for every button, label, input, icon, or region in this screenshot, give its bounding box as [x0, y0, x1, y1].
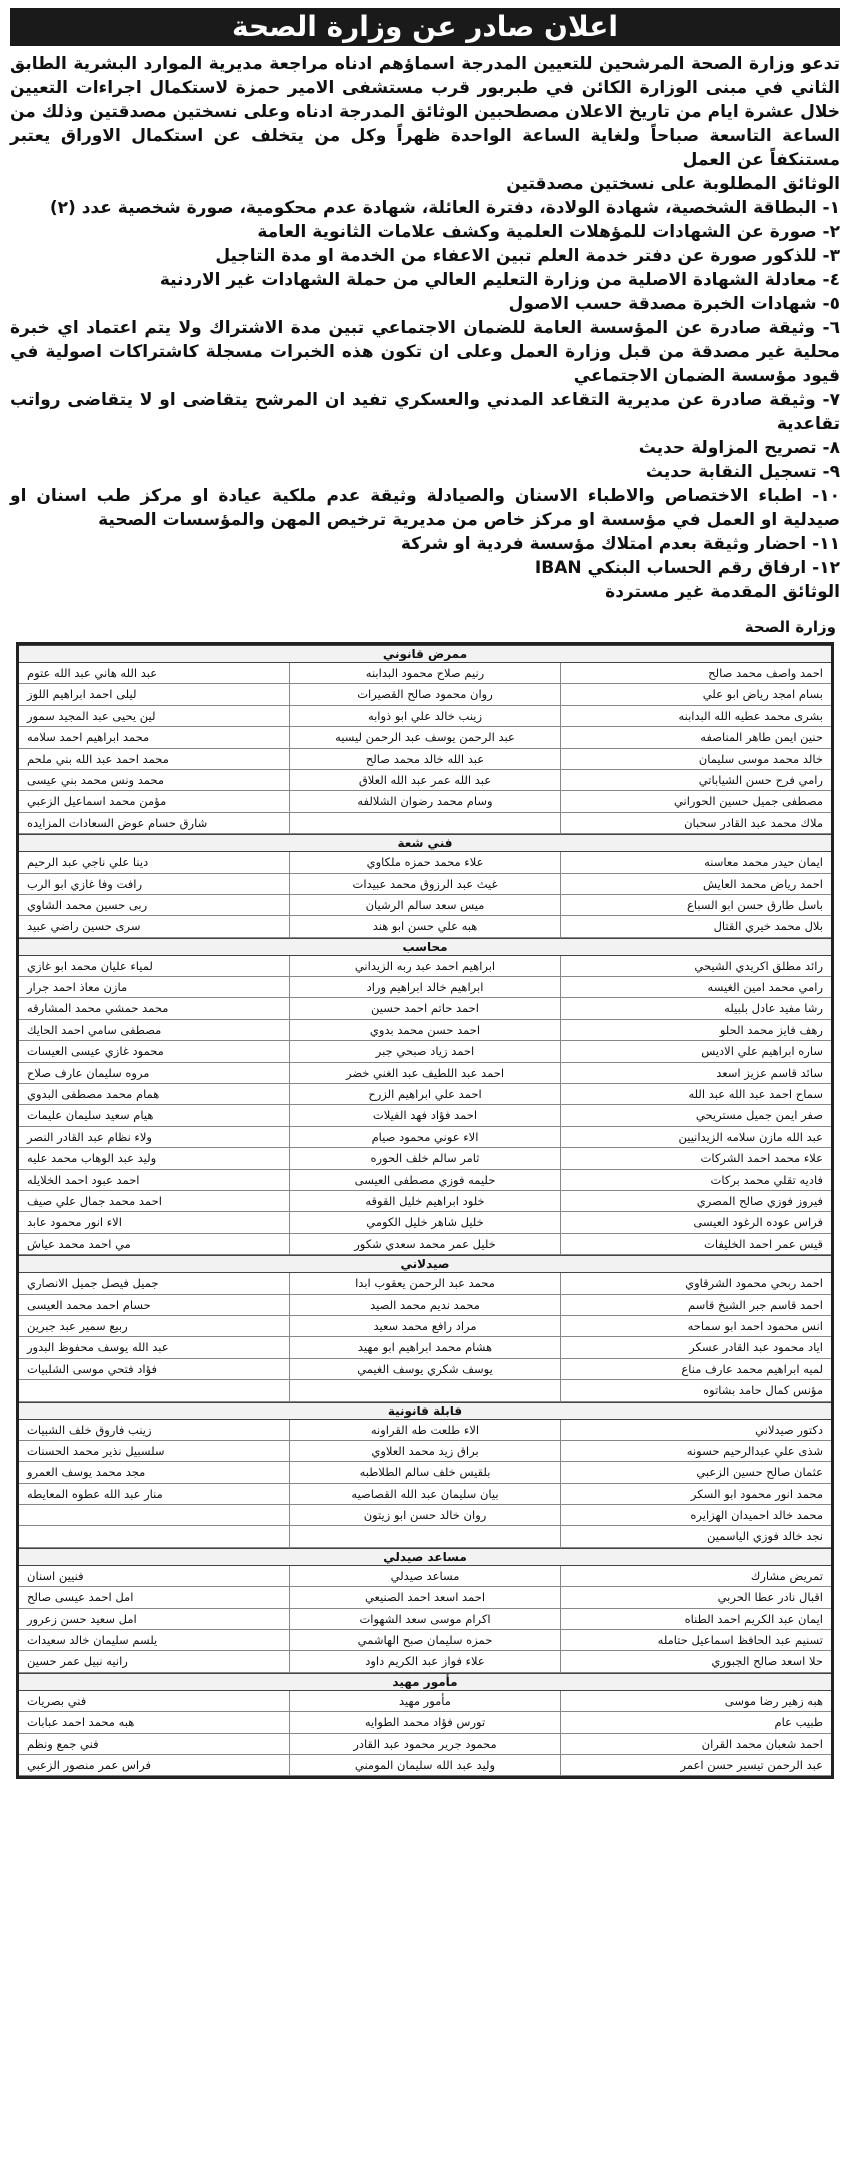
name-cell: سائد قاسم عزيز اسعد: [560, 1063, 831, 1083]
name-cell: دكتور صيدلاني: [560, 1420, 831, 1440]
name-cell: ميس سعد سالم الرشيان: [289, 895, 560, 915]
name-cell: يوسف شكري يوسف الغيمي: [289, 1359, 560, 1379]
name-cell: [289, 813, 560, 833]
name-cell: رامي محمد امين الغيسه: [560, 977, 831, 997]
requirement-item: ٦- وثيقة صادرة عن المؤسسة العامة للضمان الاجتماعي تبين مدة الاشتراك ولا يتم اعتماد اي خبرة محلية غير مصدقة من قبل وزارة العمل وعلى ان تكون هذه الخبرات مسجلة كاشتراكات اصولية في قيود مؤسسة الضمان الاجتماعي: [10, 318, 840, 386]
name-cell: وليد عبد الوهاب محمد عليه: [27, 1151, 157, 1166]
name-cell: حنين ايمن طاهر المناصفه: [560, 727, 831, 747]
name-cell: شذى علي عبدالرحيم حسونه: [560, 1441, 831, 1461]
name-cell: مساعد صيدلي: [289, 1566, 560, 1586]
name-cell: فني بصريات: [27, 1693, 87, 1708]
name-cell: ايمان عبد الكريم احمد الطناه: [560, 1609, 831, 1629]
table-row: [19, 1170, 831, 1191]
name-cell: نجد خالد فوزي الياسمين: [560, 1526, 831, 1546]
requirement-item: ٤- معادلة الشهادة الاصلية من وزارة التعليم العالي من حملة الشهادات غير الاردنية: [159, 270, 840, 290]
name-cell: رهف فايز محمد الحلو: [560, 1020, 831, 1040]
name-cell: بشرى محمد عطيه الله البدابنه: [560, 706, 831, 726]
name-cell: اياد محمود عبد القادر عسكر: [560, 1337, 831, 1357]
name-cell: هشام محمد ابراهيم ابو مهيد: [289, 1337, 560, 1357]
name-cell: فراس عوده الرغود العيسى: [560, 1212, 831, 1232]
table-row: [19, 727, 831, 748]
name-cell: مصطفى جميل حسين الحوراني: [560, 791, 831, 811]
name-cell: محمد ونس محمد بني عيسى: [27, 772, 165, 787]
name-cell: طبيب عام: [560, 1712, 831, 1732]
name-cell: علاء فواز عبد الكريم داود: [289, 1651, 560, 1671]
name-cell: فني جمع ونظم: [27, 1736, 99, 1751]
section-header: مساعد صيدلي: [19, 1548, 831, 1566]
name-cell: عبد الله يوسف محفوظ البدور: [27, 1340, 169, 1355]
name-cell: غيث عبد الرزوق محمد عبيدات: [289, 874, 560, 894]
table-row: [19, 956, 831, 977]
name-cell: امل سعيد حسن زعرور: [27, 1611, 137, 1626]
table-row: [19, 1337, 831, 1358]
name-cell: [289, 1526, 560, 1546]
name-cell: مؤمن محمد اسماعيل الزعبي: [27, 794, 167, 809]
table-row: [19, 1566, 831, 1587]
name-cell: ابراهيم خالد ابراهيم وراد: [289, 977, 560, 997]
name-cell: مأمور مهيد: [289, 1691, 560, 1711]
table-row: [19, 1063, 831, 1084]
name-cell: الاء طلعت طه القراونه: [289, 1420, 560, 1440]
table-row: [19, 1191, 831, 1212]
table-row: [19, 1630, 831, 1651]
name-cell: فيروز فوزي صالح المصري: [560, 1191, 831, 1211]
name-cell: احمد رياض محمد العايش: [560, 874, 831, 894]
table-row: [19, 916, 831, 937]
name-cell: منار عبد الله عطوه المعايطه: [27, 1486, 163, 1501]
table-row: [19, 1105, 831, 1126]
name-cell: بلقيس خلف سالم الطلاطبه: [289, 1462, 560, 1482]
name-cell: تمريض مشارك: [560, 1566, 831, 1586]
table-row: [19, 977, 831, 998]
name-cell: احمد شعبان محمد القران: [560, 1734, 831, 1754]
table-row: [19, 1505, 831, 1526]
name-cell: محمود جرير محمود عبد القادر: [289, 1734, 560, 1754]
requirement-item: ٣- للذكور صورة عن دفتر خدمة العلم تبين الاعفاء من الخدمة او مدة التاجيل: [215, 246, 840, 266]
table-row: [19, 770, 831, 791]
name-cell: مجد محمد يوسف العمرو: [27, 1465, 146, 1480]
name-cell: حليمه فوزي مصطفى العيسى: [289, 1170, 560, 1190]
table-row: [19, 1526, 831, 1547]
name-cell: عثمان صالح حسين الزعبي: [560, 1462, 831, 1482]
name-cell: عبد الله خالد محمد صالح: [289, 749, 560, 769]
name-cell: خالد محمد موسى سليمان: [560, 749, 831, 769]
name-cell: رشا مفيد عادل بلبيله: [560, 998, 831, 1018]
name-cell: لين يحيى عبد المجيد سمور: [27, 708, 156, 723]
name-cell: [19, 1380, 289, 1400]
name-cell: بسام امجد رياض ابو علي: [560, 684, 831, 704]
name-cell: محمود غازي عيسى العيسات: [27, 1044, 164, 1059]
name-cell: رافت وفا غازي ابو الرب: [27, 876, 142, 891]
table-row: [19, 1734, 831, 1755]
documents-heading: الوثائق المطلوبة على نسختين مصدقتين: [506, 174, 840, 194]
name-cell: سرى حسين راضي عبيد: [27, 919, 141, 934]
name-cell: رانيه نبيل عمر حسين: [27, 1654, 128, 1669]
name-cell: صفر ايمن جميل مستريحي: [560, 1105, 831, 1125]
table-row: [19, 1755, 831, 1776]
name-cell: ملاك محمد عبد القادر سحبان: [560, 813, 831, 833]
name-cell: فراس عمر منصور الزعبي: [27, 1757, 151, 1772]
requirement-item: ٥- شهادات الخبرة مصدقة حسب الاصول: [508, 294, 840, 314]
table-row: [19, 1212, 831, 1233]
non-refundable-note: الوثائق المقدمة غير مستردة: [605, 582, 840, 602]
table-row: [19, 852, 831, 873]
section-header: فني شعة: [19, 834, 831, 852]
name-cell: محمد حمشي محمد المشارقه: [27, 1001, 169, 1016]
name-cell: وسام محمد رضوان الشلالفه: [289, 791, 560, 811]
name-cell: [19, 1526, 289, 1546]
name-cell: بلال محمد خيري القتال: [560, 916, 831, 936]
table-row: [19, 1084, 831, 1105]
table-row: [19, 749, 831, 770]
name-cell: خليل عمر محمد سعدي شكور: [289, 1234, 560, 1254]
name-cell: علاء محمد حمزه ملكاوي: [289, 852, 560, 872]
name-cell: علاء محمد احمد الشركات: [560, 1148, 831, 1168]
name-cell: ثامر سالم خلف الحوره: [289, 1148, 560, 1168]
name-cell: احمد حاتم احمد حسين: [289, 998, 560, 1018]
name-cell: باسل طارق حسن ابو السباع: [560, 895, 831, 915]
table-row: [19, 1484, 831, 1505]
name-cell: بيان سليمان عبد الله القصاصيه: [289, 1484, 560, 1504]
name-cell: وليد عبد الله سليمان المومني: [289, 1755, 560, 1775]
requirement-item: ٢- صورة عن الشهادات للمؤهلات العلمية وكشف علامات الثانوية العامة: [257, 222, 840, 242]
name-cell: احمد زياد صبحي جبر: [289, 1041, 560, 1061]
name-cell: براق زيد محمد العلاوي: [289, 1441, 560, 1461]
name-cell: حلا اسعد صالح الجبوري: [560, 1651, 831, 1671]
name-cell: خليل شاهر خليل الكومي: [289, 1212, 560, 1232]
name-cell: فؤاد فتحي موسى الشلبيات: [27, 1361, 158, 1376]
name-cell: رائد مطلق اكريدي الشيحي: [560, 956, 831, 976]
table-row: [19, 1127, 831, 1148]
name-cell: خلود ابراهيم خليل القوقه: [289, 1191, 560, 1211]
name-cell: ايمان حيدر محمد معاسنه: [560, 852, 831, 872]
name-cell: مروه سليمان عارف صلاح: [27, 1065, 150, 1080]
name-cell: مازن معاذ احمد جرار: [27, 980, 128, 995]
name-cell: احمد محمد جمال علي صيف: [27, 1193, 162, 1208]
name-cell: مي احمد محمد عياش: [27, 1236, 131, 1251]
table-row: [19, 663, 831, 684]
name-cell: لمياء عليان محمد ابو غازي: [27, 958, 153, 973]
name-cell: تورس فؤاد محمد الطوايه: [289, 1712, 560, 1732]
table-row: [19, 1420, 831, 1441]
requirements-list: [10, 196, 840, 580]
name-cell: احمد واصف محمد صالح: [560, 663, 831, 683]
name-cell: روان محمود صالح القصيرات: [289, 684, 560, 704]
table-row: [19, 706, 831, 727]
name-cell: ساره ابراهيم علي الاديس: [560, 1041, 831, 1061]
table-row: [19, 1587, 831, 1608]
name-cell: احمد اسعد احمد الصنيعي: [289, 1587, 560, 1607]
name-cell: محمد ابراهيم احمد سلامه: [27, 730, 150, 745]
name-cell: هبه محمد احمد عبابات: [27, 1715, 135, 1730]
name-cell: ربى حسين محمد الشاوي: [27, 897, 148, 912]
table-row: [19, 1691, 831, 1712]
name-cell: اقبال نادر عطا الحربي: [560, 1587, 831, 1607]
name-cell: لميه ابراهيم محمد عارف مناع: [560, 1359, 831, 1379]
table-row: [19, 1316, 831, 1337]
table-row: [19, 813, 831, 834]
name-cell: ليلى احمد ابراهيم اللوز: [27, 687, 137, 702]
intro-paragraph: تدعو وزارة الصحة المرشحين للتعيين المدرجة اسماؤهم ادناه مراجعة مديرية الموارد البشرية الطابق الثاني في مبنى الوزارة الكائن في طبربور قرب مستشفى الامير حمزة لاستكمال اجراءات التعيين خلال عشرة ايام من تاريخ الاعلان مصطحبين الوثائق المدرجة ادناه وعلى نسختين مصدقتين وذلك من الساعة التاسعة صباحاً ولغاية الساعة الواحدة ظهراً وكل من يتخلف عن استكمال الاوراق يعتبر مستنكفاً عن العمل: [10, 54, 840, 170]
name-cell: حسام احمد محمد العيسى: [27, 1297, 151, 1312]
requirement-item: ٩- تسجيل النقابة حديث: [645, 462, 840, 482]
section-header: مأمور مهيد: [19, 1673, 831, 1691]
name-cell: احمد علي ابراهيم الزرح: [289, 1084, 560, 1104]
table-row: [19, 1441, 831, 1462]
section-header: صيدلاني: [19, 1255, 831, 1273]
candidates-table: [16, 642, 834, 1779]
name-cell: فاديه تقلي محمد بركات: [560, 1170, 831, 1190]
name-cell: فنيين اسنان: [27, 1568, 84, 1583]
intro-text: [10, 52, 840, 172]
ministry-label: وزارة الصحة: [744, 618, 836, 636]
name-cell: ولاء نظام عبد القادر النصر: [27, 1129, 152, 1144]
table-row: [19, 1359, 831, 1380]
name-cell: يلسم سليمان خالد سعيدات: [27, 1633, 158, 1648]
name-cell: رنيم صلاح محمود البدابنه: [289, 663, 560, 683]
name-cell: محمد خالد احميدان الهزايره: [560, 1505, 831, 1525]
table-row: [19, 791, 831, 812]
name-cell: احمد ربحي محمود الشرقاوي: [560, 1273, 831, 1293]
name-cell: اكرام موسى سعد الشهوات: [289, 1609, 560, 1629]
name-cell: هبه علي حسن ابو هند: [289, 916, 560, 936]
table-row: [19, 895, 831, 916]
name-cell: محمد عبد الرحمن يعقوب ابدا: [289, 1273, 560, 1293]
section-header: قابلة قانونية: [19, 1402, 831, 1420]
announcement-title: اعلان صادر عن وزارة الصحة: [10, 8, 840, 46]
table-row: [19, 1041, 831, 1062]
name-cell: حمزه سليمان صبح الهاشمي: [289, 1630, 560, 1650]
name-cell: احمد عبد اللطيف عبد الغني خضر: [289, 1063, 560, 1083]
name-cell: زينب خالد علي ابو ذوابه: [289, 706, 560, 726]
name-cell: عبد الله عمر عبد الله العلاق: [289, 770, 560, 790]
requirement-item: ٧- وثيقة صادرة عن مديرية التقاعد المدني والعسكري تفيد ان المرشح يتقاضى او لا يتقاضى رواتب تقاعدية: [10, 390, 840, 434]
table-row: [19, 998, 831, 1019]
name-cell: انس محمود احمد ابو سماحه: [560, 1316, 831, 1336]
name-cell: شارق حسام عوض السعادات المزايده: [27, 815, 208, 830]
name-cell: دينا علي ناجي عبد الرحيم: [27, 855, 149, 870]
name-cell: عبد الله مازن سلامه الزيدانيين: [560, 1127, 831, 1147]
name-cell: [289, 1380, 560, 1400]
name-cell: هبه زهير رضا موسى: [560, 1691, 831, 1711]
table-row: [19, 684, 831, 705]
name-cell: احمد فؤاد فهد الفيلات: [289, 1105, 560, 1125]
name-cell: مصطفى سامي احمد الحايك: [27, 1022, 162, 1037]
name-cell: [19, 1505, 289, 1525]
table-row: [19, 874, 831, 895]
name-cell: جميل فيصل جميل الانصاري: [27, 1276, 159, 1291]
name-cell: احمد عبود احمد الخلايله: [27, 1172, 140, 1187]
name-cell: سماح احمد عبد الله عبد الله: [560, 1084, 831, 1104]
name-cell: روان خالد حسن ابو زيتون: [289, 1505, 560, 1525]
name-cell: تسنيم عبد الحافظ اسماعيل حتامله: [560, 1630, 831, 1650]
name-cell: احمد حسن محمد بدوي: [289, 1020, 560, 1040]
table-row: [19, 1380, 831, 1401]
name-cell: مراد رافع محمد سعيد: [289, 1316, 560, 1336]
table-row: [19, 1295, 831, 1316]
name-cell: مؤنس كمال حامد بشاتوه: [560, 1380, 831, 1400]
name-cell: ربيع سمير عبد جبرين: [27, 1318, 128, 1333]
name-cell: همام محمد مصطفى البدوي: [27, 1087, 160, 1102]
name-cell: عبد الرحمن تيسير حسن اعمر: [560, 1755, 831, 1775]
name-cell: ابراهيم احمد عبد ربه الزيداني: [289, 956, 560, 976]
table-row: [19, 1651, 831, 1672]
requirement-item: ١- البطاقة الشخصية، شهادة الولادة، دفترة العائلة، شهادة عدم محكومية، صورة شخصية عدد (٢): [49, 198, 840, 218]
table-row: [19, 1609, 831, 1630]
table-row: [19, 1234, 831, 1255]
requirement-item: ١٢- ارفاق رقم الحساب البنكي IBAN: [534, 558, 840, 578]
requirement-item: ١٠- اطباء الاختصاص والاطباء الاسنان والصيادلة وثيقة عدم ملكية عيادة او مركز طب اسنان او صيدلية او العمل في مؤسسة او مركز خاص من مديرية ترخيص المهن والمؤسسات الصحية: [10, 486, 840, 530]
name-cell: عبد الرحمن يوسف عبد الرحمن ليسيه: [289, 727, 560, 747]
name-cell: زينب فاروق خلف الشبيات: [27, 1422, 152, 1437]
name-cell: محمد انور محمود ابو السكر: [560, 1484, 831, 1504]
requirement-item: ٨- تصريح المزاولة حديث: [638, 438, 840, 458]
section-header: محاسب: [19, 938, 831, 956]
name-cell: هيام سعيد سليمان عليمات: [27, 1108, 154, 1123]
table-row: [19, 1148, 831, 1169]
table-row: [19, 1273, 831, 1294]
name-cell: محمد احمد عبد الله بني ملحم: [27, 751, 169, 766]
name-cell: محمد نديم محمد الصيد: [289, 1295, 560, 1315]
table-row: [19, 1712, 831, 1733]
name-cell: سلسبيل نذير محمد الحسنات: [27, 1443, 165, 1458]
name-cell: احمد قاسم جبر الشيخ قاسم: [560, 1295, 831, 1315]
name-cell: الاء انور محمود عابد: [27, 1215, 122, 1230]
name-cell: رامي فرح حسن الشياباتي: [560, 770, 831, 790]
section-header: ممرض قانوني: [19, 645, 831, 663]
name-cell: عبد الله هاني عبد الله عتوم: [27, 666, 158, 680]
table-row: [19, 1020, 831, 1041]
table-row: [19, 1462, 831, 1483]
name-cell: امل احمد عيسى صالح: [27, 1590, 134, 1605]
name-cell: الاء عوني محمود صيام: [289, 1127, 560, 1147]
name-cell: قيس عمر احمد الخليفات: [560, 1234, 831, 1254]
requirement-item: ١١- احضار وثيقة بعدم امتلاك مؤسسة فردية او شركة: [400, 534, 840, 554]
